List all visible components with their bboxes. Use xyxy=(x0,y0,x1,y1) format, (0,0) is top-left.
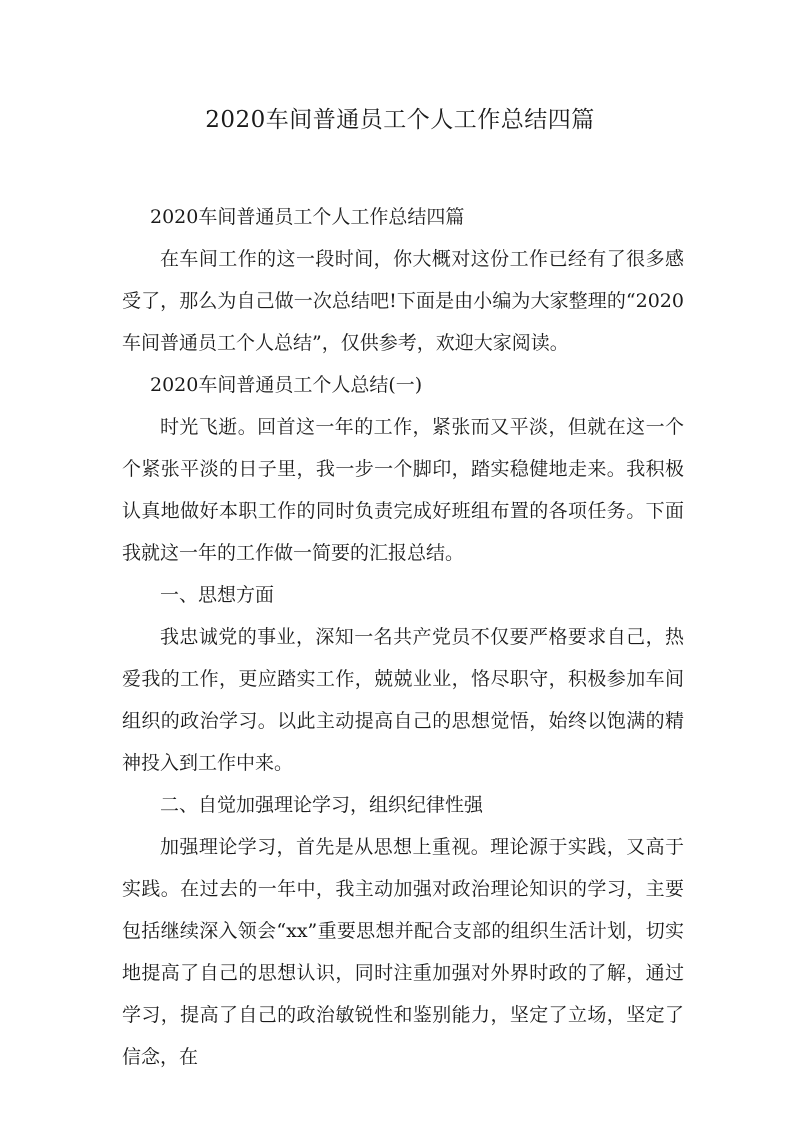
document-subtitle: 2020车间普通员工个人工作总结四篇 xyxy=(150,206,465,228)
intro-paragraph: 在车间工作的这一段时间，你大概对这份工作已经有了很多感受了，那么为自己做一次总结吧!下面是由小编为大家整理的“2020车间普通员工个人总结”，仅供参考，欢迎大家阅读。 xyxy=(122,248,684,354)
paragraph-1: 时光飞逝。回首这一年的工作，紧张而又平淡，但就在这一个个紧张平淡的日子里，我一步一个脚印，踏实稳健地走来。我积极认真地做好本职工作的同时负责完成好班组布置的各项任务。下面我就这一年的工作做一简要的汇报总结。 xyxy=(122,416,684,564)
heading-thought: 一、思想方面 xyxy=(160,584,275,606)
paragraph-2: 我忠诚党的事业，深知一名共产党员不仅要严格要求自己，热爱我的工作，更应踏实工作，兢兢业业，恪尽职守，积极参加车间组织的政治学习。以此主动提高自己的思想觉悟，始终以饱满的精神投入到工作中来。 xyxy=(122,626,684,774)
heading-theory-study: 二、自觉加强理论学习，组织纪律性强 xyxy=(160,794,484,816)
document-body xyxy=(122,196,684,1078)
document-title: 2020车间普通员工个人工作总结四篇 xyxy=(205,107,595,133)
section-title: 2020车间普通员工个人总结(一) xyxy=(150,374,423,396)
paragraph-3: 加强理论学习，首先是从思想上重视。理论源于实践，又高于实践。在过去的一年中，我主动加强对政治理论知识的学习，主要包括继续深入领会“xx”重要思想并配合支部的组织生活计划，切实地提高了自己的思想认识，同时注重加强对外界时政的了解，通过学习，提高了自己的政治敏锐性和鉴别能力，坚定了立场，坚定了信念，在 xyxy=(122,836,684,1068)
